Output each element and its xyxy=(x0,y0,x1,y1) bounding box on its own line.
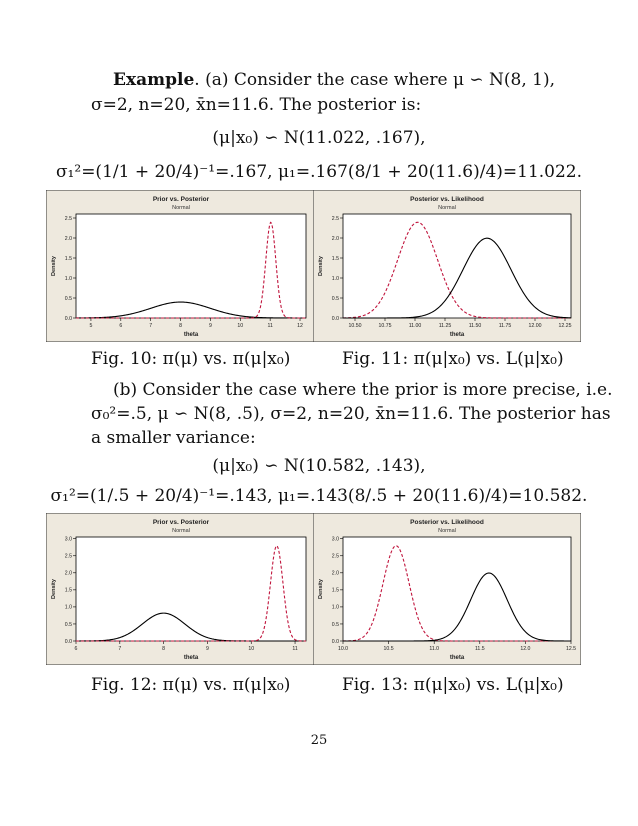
x-tick-label: 11.25 xyxy=(438,323,452,329)
x-tick-label: 6 xyxy=(74,646,78,652)
x-tick-label: 7 xyxy=(118,646,122,652)
y-tick-label: 2.5 xyxy=(64,215,72,222)
x-tick-label: 12.25 xyxy=(558,323,572,329)
y-axis-label: Density xyxy=(318,579,324,599)
x-tick-label: 11.5 xyxy=(474,646,485,652)
x-tick-label: 10.75 xyxy=(378,323,392,329)
x-tick-label: 12.5 xyxy=(565,646,577,652)
chart-fig10 xyxy=(46,190,316,342)
x-axis-label: theta xyxy=(183,655,199,661)
example-a-params: σ=2, n=20, x̄n=11.6. The posterior is: xyxy=(91,95,422,115)
x-tick-label: 10.0 xyxy=(337,646,349,652)
chart-title: Prior vs. Posterior xyxy=(152,196,210,203)
x-tick-label: 9 xyxy=(205,646,209,652)
y-tick-label: 1.0 xyxy=(64,275,72,282)
y-tick-label: 1.0 xyxy=(331,275,339,282)
example-a-intro-line xyxy=(113,70,555,90)
example-b-line2: σ₀²=.5, μ ∽ N(8, .5), σ=2, n=20, x̄n=11.6. The posterior has xyxy=(91,404,611,424)
caption-fig10: Fig. 10: π(μ) vs. π(μ|x₀) xyxy=(91,349,291,369)
x-tick-label: 11 xyxy=(267,323,273,329)
y-tick-label: 1.0 xyxy=(331,604,339,611)
x-tick-label: 5 xyxy=(89,323,93,329)
y-tick-label: 2.5 xyxy=(331,553,339,560)
caption-fig12: Fig. 12: π(μ) vs. π(μ|x₀) xyxy=(91,675,291,695)
y-tick-label: 2.5 xyxy=(64,553,72,560)
chart-subtitle: Normal xyxy=(172,205,190,211)
example-a-intro: . (a) Consider the case where μ ∽ N(8, 1), xyxy=(194,70,556,90)
example-heading: Example xyxy=(113,70,195,90)
chart-title: Prior vs. Posterior xyxy=(152,519,210,526)
x-tick-label: 9 xyxy=(208,323,212,329)
plot-area xyxy=(76,214,306,318)
plot-area xyxy=(343,214,571,318)
y-tick-label: 1.5 xyxy=(331,255,339,262)
x-tick-label: 11.50 xyxy=(468,323,482,329)
example-b-line1: (b) Consider the case where the prior is more precise, i.e. xyxy=(113,380,613,400)
caption-fig11: Fig. 11: π(μ|x₀) vs. L(μ|x₀) xyxy=(342,349,564,369)
chart-fig13 xyxy=(313,513,581,665)
y-tick-label: 3.0 xyxy=(331,536,339,543)
chart-title: Posterior vs. Likelihood xyxy=(410,196,484,203)
x-tick-label: 11 xyxy=(292,646,298,652)
y-tick-label: 2.0 xyxy=(331,570,339,577)
chart-subtitle: Normal xyxy=(438,528,456,534)
caption-fig13: Fig. 13: π(μ|x₀) vs. L(μ|x₀) xyxy=(342,675,564,695)
y-tick-label: 0.0 xyxy=(331,315,339,322)
y-tick-label: 2.0 xyxy=(64,235,72,242)
x-tick-label: 12.0 xyxy=(520,646,531,652)
x-tick-label: 10 xyxy=(248,646,255,652)
x-tick-label: 10.50 xyxy=(348,323,362,329)
y-tick-label: 1.5 xyxy=(64,587,72,594)
x-axis-label: theta xyxy=(183,332,199,338)
example-b-posterior: (μ|x₀) ∽ N(10.582, .143), xyxy=(212,456,426,476)
y-tick-label: 2.0 xyxy=(64,570,72,577)
page-number: 25 xyxy=(310,733,328,748)
plot-area xyxy=(76,537,306,641)
y-tick-label: 0.5 xyxy=(64,295,72,302)
x-tick-label: 10.5 xyxy=(383,646,394,652)
y-axis-label: Density xyxy=(318,256,324,276)
example-b-line3: a smaller variance: xyxy=(91,428,256,448)
y-tick-label: 3.0 xyxy=(64,536,72,543)
y-tick-label: 0.0 xyxy=(331,638,339,645)
y-tick-label: 1.5 xyxy=(331,587,339,594)
x-axis-label: theta xyxy=(449,655,465,661)
x-tick-label: 11.75 xyxy=(498,323,512,329)
y-axis-label: Density xyxy=(51,579,57,599)
y-tick-label: 2.5 xyxy=(331,215,339,222)
chart-subtitle: Normal xyxy=(172,528,190,534)
posterior-vs-likelihood-chart-b xyxy=(313,513,581,665)
x-tick-label: 7 xyxy=(149,323,153,329)
x-tick-label: 8 xyxy=(179,323,182,329)
posterior-vs-likelihood-chart xyxy=(313,190,581,342)
prior-vs-posterior-chart-b xyxy=(46,513,316,665)
y-axis-label: Density xyxy=(51,256,57,276)
y-tick-label: 0.5 xyxy=(331,621,339,628)
example-b-formula: σ₁²=(1/.5 + 20/4)⁻¹=.143, μ₁=.143(8/.5 + 20(11.6)/4)=10.582. xyxy=(50,486,588,506)
chart-fig11 xyxy=(313,190,581,342)
x-tick-label: 12.00 xyxy=(528,323,542,329)
y-tick-label: 0.0 xyxy=(64,638,72,645)
y-tick-label: 0.0 xyxy=(64,315,72,322)
prior-vs-posterior-chart xyxy=(46,190,316,342)
y-tick-label: 0.5 xyxy=(331,295,339,302)
x-tick-label: 8 xyxy=(162,646,166,652)
y-tick-label: 1.5 xyxy=(64,255,72,262)
x-tick-label: 10 xyxy=(237,323,244,329)
chart-title: Posterior vs. Likelihood xyxy=(410,519,484,526)
x-tick-label: 11.00 xyxy=(408,323,422,329)
y-tick-label: 2.0 xyxy=(331,235,339,242)
chart-subtitle: Normal xyxy=(438,205,456,211)
x-axis-label: theta xyxy=(449,332,465,338)
x-tick-label: 12 xyxy=(297,323,303,329)
example-a-posterior: (μ|x₀) ∽ N(11.022, .167), xyxy=(212,128,426,148)
chart-fig12 xyxy=(46,513,316,665)
y-tick-label: 0.5 xyxy=(64,621,72,628)
example-a-formula: σ₁²=(1/1 + 20/4)⁻¹=.167, μ₁=.167(8/1 + 20(11.6)/4)=11.022. xyxy=(55,162,583,182)
x-tick-label: 6 xyxy=(119,323,123,329)
y-tick-label: 1.0 xyxy=(64,604,72,611)
x-tick-label: 11.0 xyxy=(429,646,440,652)
